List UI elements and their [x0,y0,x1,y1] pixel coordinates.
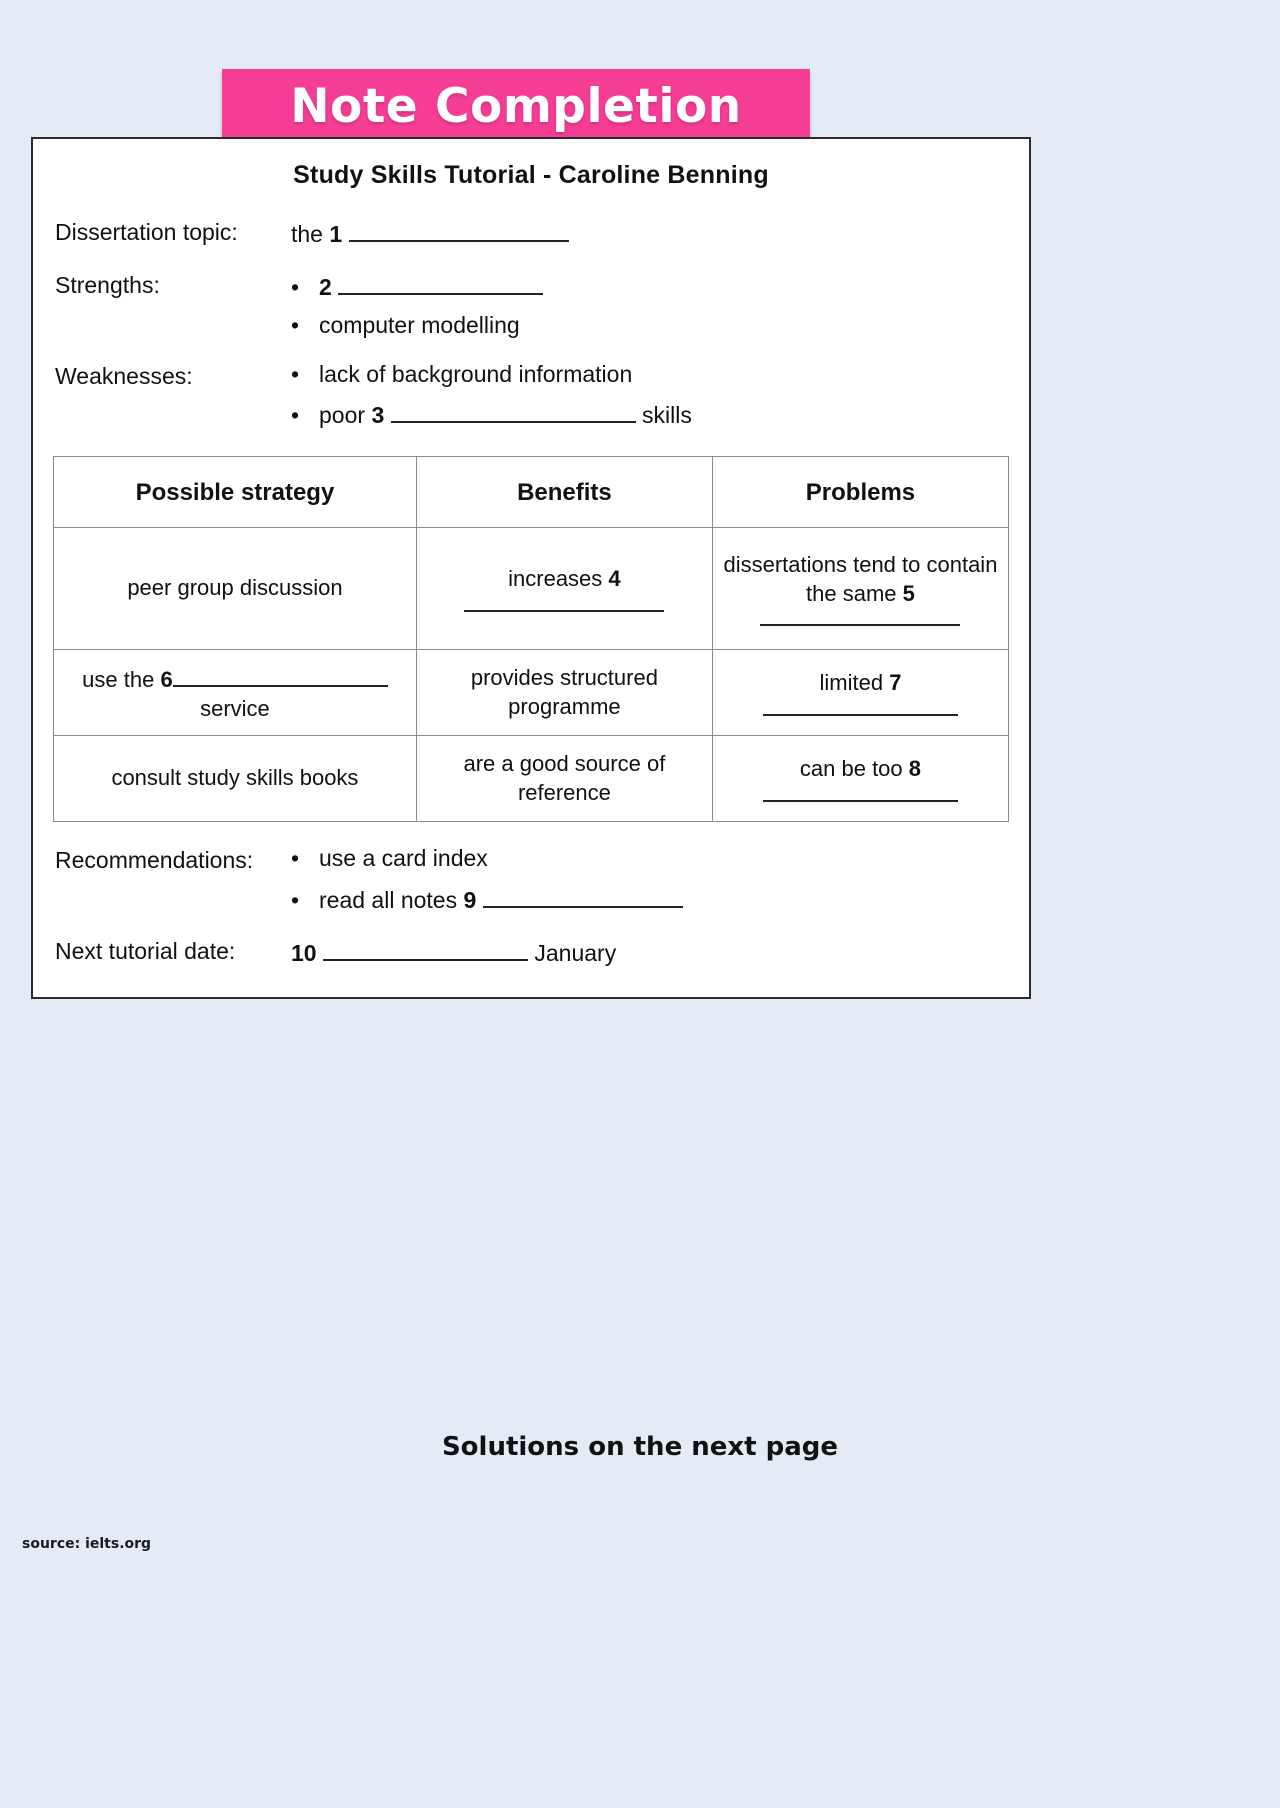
field-value [291,935,1011,968]
field-value [291,360,1011,431]
answer-blank[interactable] [464,608,664,612]
gap-number: 9 [463,887,477,914]
table-header-row [54,457,1009,528]
cell-text: provides structured programme [470,665,658,719]
answer-blank[interactable] [391,397,636,423]
cell-strategy [54,528,417,650]
table-row [54,650,1009,736]
gap-number: 1 [329,221,343,248]
list-item [291,397,1011,430]
gap-number: 7 [889,670,902,696]
cell-strategy [54,650,417,736]
gap-number: 3 [371,402,385,429]
list-item [291,311,1011,340]
item-prefix: poor [319,402,366,429]
field-label: Strengths: [55,271,160,298]
field-prefix: the [291,221,323,248]
gap-number: 10 [291,939,317,966]
cell-prefix: use the [82,667,155,693]
cell-text: peer group discussion [127,575,343,601]
list-item [291,269,1011,302]
gap-number: 6 [160,667,173,693]
bullet-icon: • [291,274,300,301]
field-recommendations [55,844,1011,915]
column-header-problems: Problems [712,457,1008,528]
bullet-icon: • [291,845,300,872]
cell-text: are a good source of reference [463,751,666,805]
cell-prefix: increases [508,566,603,592]
answer-blank[interactable] [763,712,958,716]
list-item [291,360,1011,389]
cell-problems [712,528,1008,650]
gap-number: 2 [319,274,332,301]
field-suffix: January [534,939,617,966]
sheet-title: Study Skills Tutorial - Caroline Benning [293,161,769,189]
cell-strategy [54,736,417,822]
bullet-icon: • [291,402,300,429]
worksheet-sheet [31,137,1031,999]
bullet-icon: • [291,360,300,387]
table-row [54,528,1009,650]
bullet-icon: • [291,311,300,338]
source-attribution: source: ielts.org [22,1536,152,1552]
cell-problems [712,736,1008,822]
cell-benefits [416,736,712,822]
cell-problems [712,650,1008,736]
table-row [54,736,1009,822]
solutions-note: Solutions on the next page [441,1432,839,1462]
answer-blank[interactable] [338,269,543,295]
cell-text: consult study skills books [111,765,359,791]
field-label: Next tutorial date: [55,937,236,964]
cell-prefix: dissertations tend to contain the same [723,552,998,606]
strategy-table [53,456,1009,822]
bullet-icon: • [291,887,300,914]
banner-title: Note Completion [290,78,742,134]
list-item [291,882,1011,915]
list-item [291,844,1011,873]
cell-benefits [416,528,712,650]
field-dissertation-topic [55,216,1011,249]
answer-blank[interactable] [760,622,960,626]
cell-benefits [416,650,712,736]
answer-blank[interactable] [483,882,683,908]
list-item-text: lack of background information [319,360,633,387]
list-item-text: use a card index [319,845,488,872]
gap-number: 5 [902,580,915,606]
answer-blank[interactable] [349,216,569,242]
fields-bottom [33,844,1029,968]
field-label: Recommendations: [55,847,254,874]
gap-number: 4 [608,566,621,592]
field-value [291,216,1011,249]
answer-blank[interactable] [763,798,958,802]
page-banner [222,69,810,143]
cell-prefix: can be too [799,756,903,782]
column-header-benefits: Benefits [416,457,712,528]
list-item-text: computer modelling [319,311,520,338]
field-label: Weaknesses: [55,362,193,389]
field-label: Dissertation topic: [55,219,238,245]
gap-number: 8 [908,756,922,782]
item-prefix: read all notes [319,887,458,914]
fields-top [33,216,1029,430]
cell-prefix: limited [819,670,884,696]
field-value [291,844,1011,915]
field-next-tutorial-date [55,935,1011,968]
item-suffix: skills [642,402,692,429]
cell-suffix: service [200,695,270,721]
field-strengths [55,269,1011,340]
answer-blank[interactable] [323,935,528,961]
field-weaknesses [55,360,1011,431]
field-value [291,269,1011,340]
column-header-strategy: Possible strategy [54,457,417,528]
answer-blank[interactable] [173,662,388,687]
